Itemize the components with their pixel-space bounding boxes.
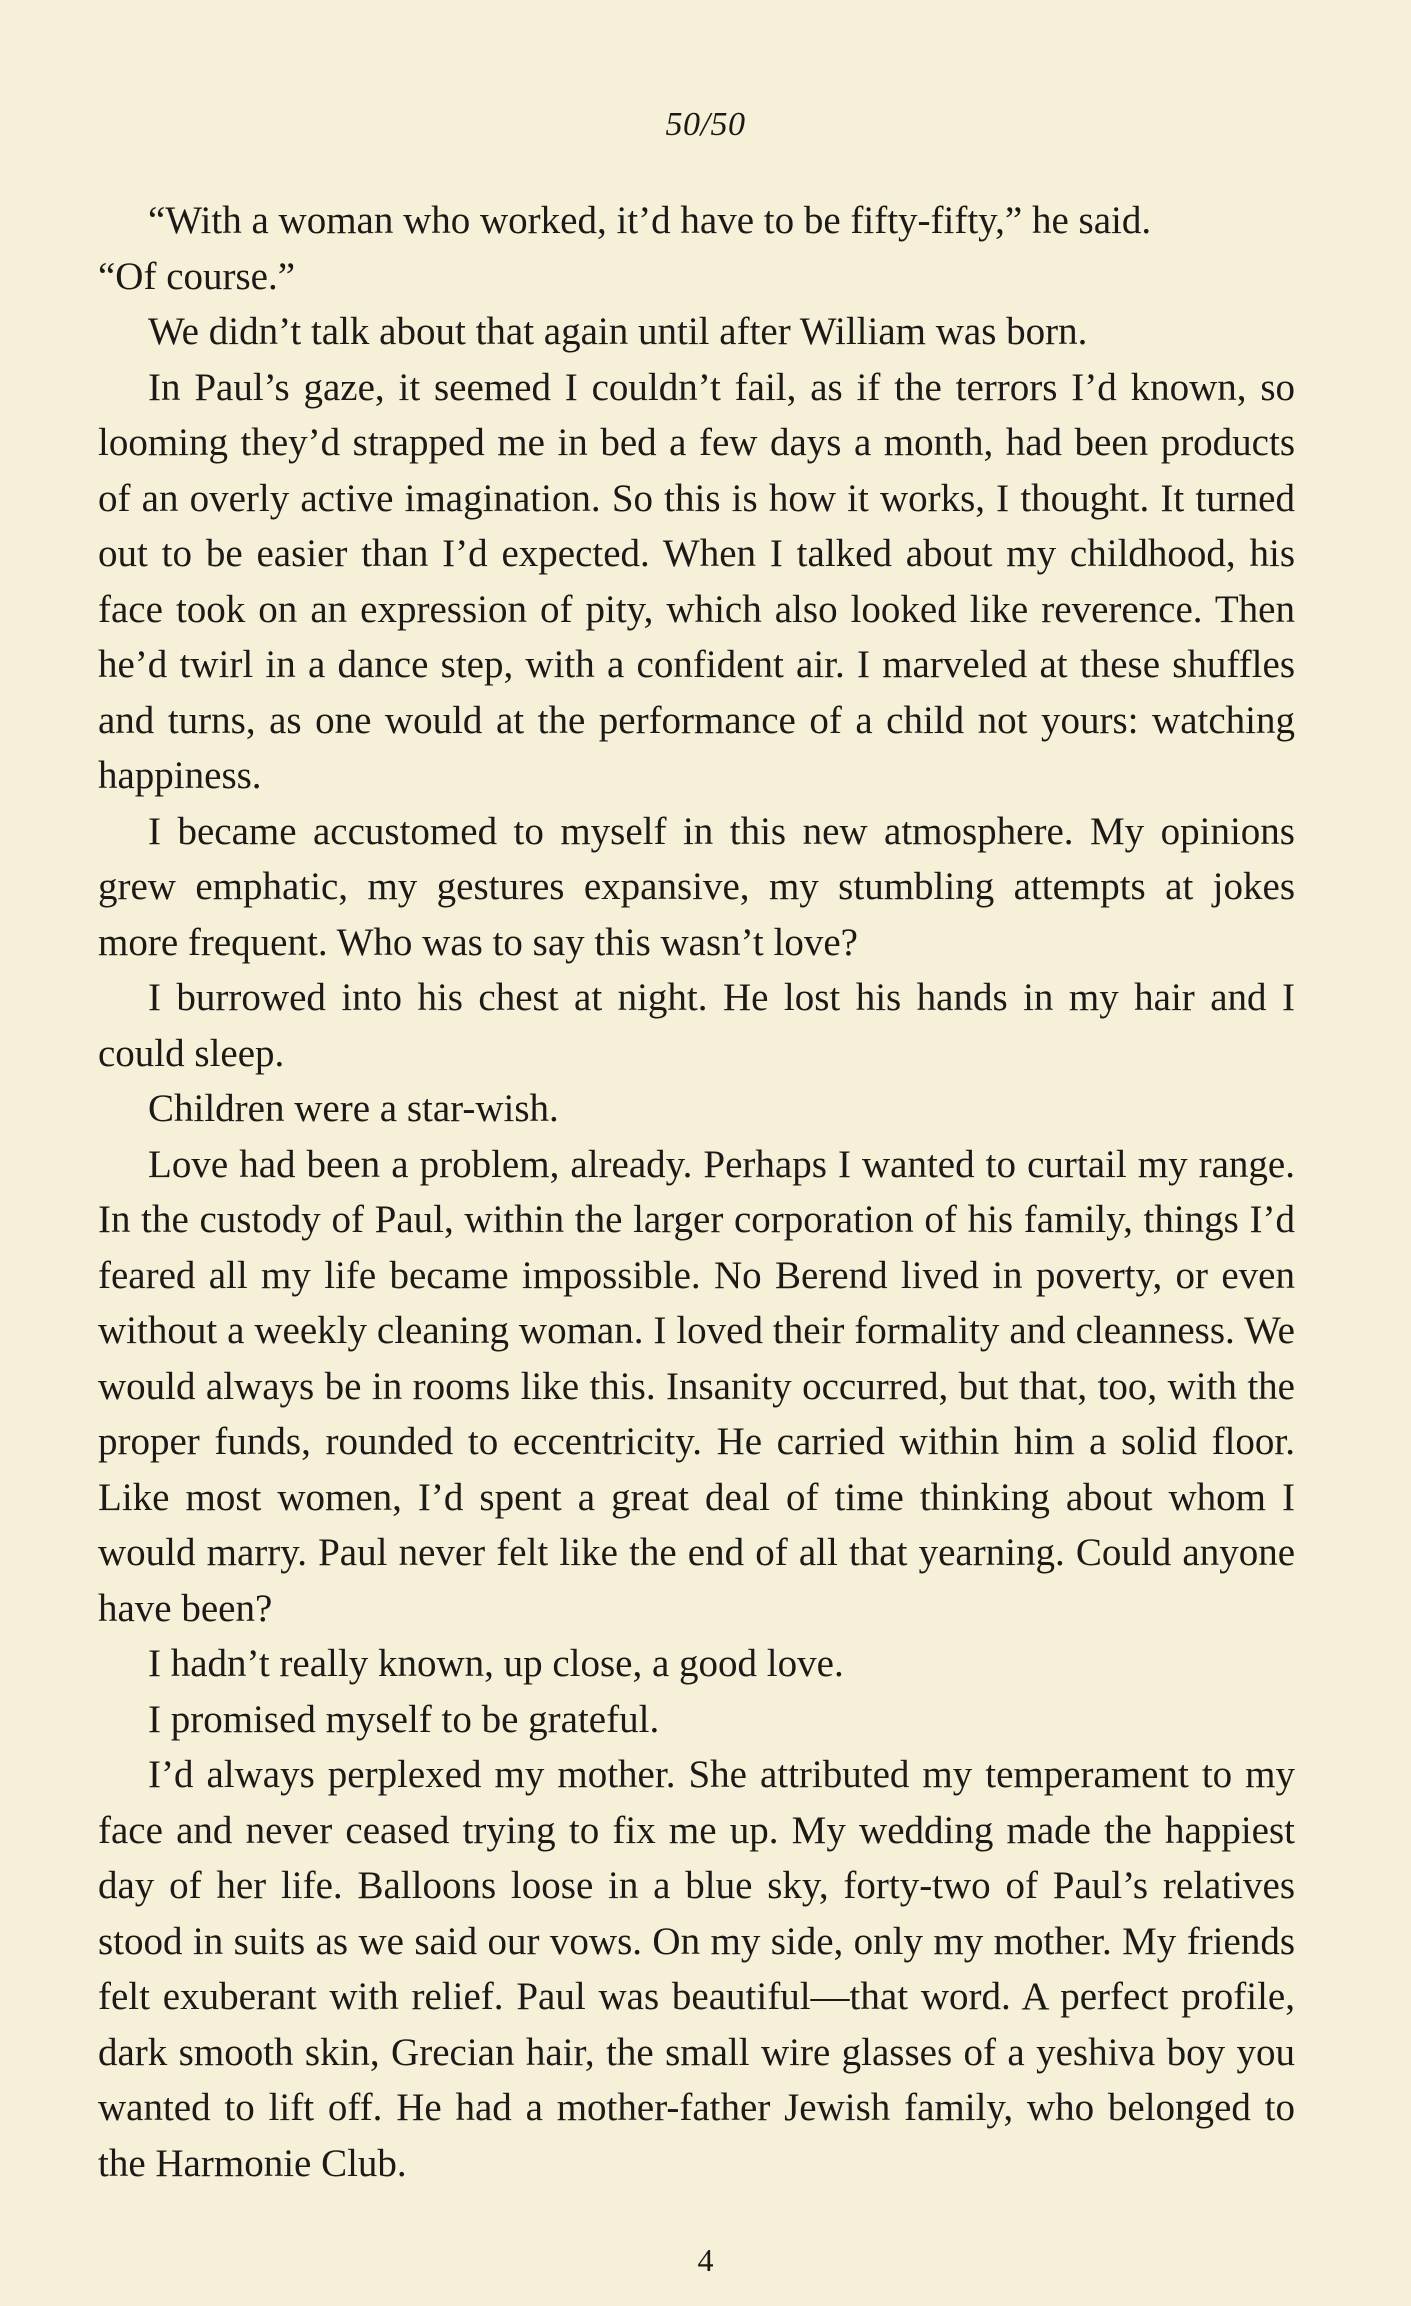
paragraph-2: “Of course.” xyxy=(98,254,296,298)
body-text xyxy=(98,193,1295,2191)
paragraph-4: In Paul’s gaze, it seemed I couldn’t fail, as if the terrors I’d known, so looming they’d strapped me in bed a few days a month, had been products of an overly active imagination. So this is how it works, I thought. It turned out to be easier than I’d expected. When I talked about my childhood, his face took on an expression of pity, which also looked like reverence. Then he’d twirl in a dance step, with a confident air. I marveled at these shuffles and turns, as one would at the performance of a child not yours: watching happiness. xyxy=(98,365,1295,797)
paragraph-9: I hadn’t really known, up close, a good love. xyxy=(148,1642,844,1685)
paragraph-7: Children were a star-wish. xyxy=(148,1087,559,1130)
paragraph-11: I’d always perplexed my mother. She attributed my temperament to my face and never ceased trying to fix me up. My wedding made the happiest day of her life. Balloons loose in a blue sky, forty-two of Paul’s relatives stood in suits as we said our vows. On my side, only my mother. My friends felt exuberant with relief. Paul was beautiful—that word. A perfect profile, dark smooth skin, Grecian hair, the small wire glasses of a yeshiva boy you wanted to lift off. He had a mother-father Jewish family, who belonged to the Harmonie Club. xyxy=(98,1753,1295,2185)
paragraph-8: Love had been a problem, already. Perhaps I wanted to curtail my range. In the custody of Paul, within the larger corporation of his family, things I’d feared all my life became impossible. No Berend lived in poverty, or even without a weekly cleaning woman. I loved their formality and cleanness. We would always be in rooms like this. Insanity occurred, but that, too, with the proper funds, rounded to eccentricity. He carried within him a solid floor. Like most women, I’d spent a great deal of time thinking about whom I would marry. Paul never felt like the end of all that yearning. Could anyone have been? xyxy=(98,1142,1295,1630)
paragraph-5: I became accustomed to myself in this new atmosphere. My opinions grew emphatic, my gestures expansive, my stumbling attempts at jokes more frequent. Who was to say this wasn’t love? xyxy=(98,809,1295,964)
running-title: 50/50 xyxy=(665,106,746,143)
paragraph-3: We didn’t talk about that again until after William was born. xyxy=(148,310,1088,353)
paragraph-6: I burrowed into his chest at night. He lost his hands in my hair and I could sleep. xyxy=(98,976,1295,1075)
paragraph-10: I promised myself to be grateful. xyxy=(148,1697,660,1741)
page-number: 4 xyxy=(697,2242,714,2278)
paragraph-1: “With a woman who worked, it’d have to be fifty-fifty,” he said. xyxy=(148,199,1152,242)
